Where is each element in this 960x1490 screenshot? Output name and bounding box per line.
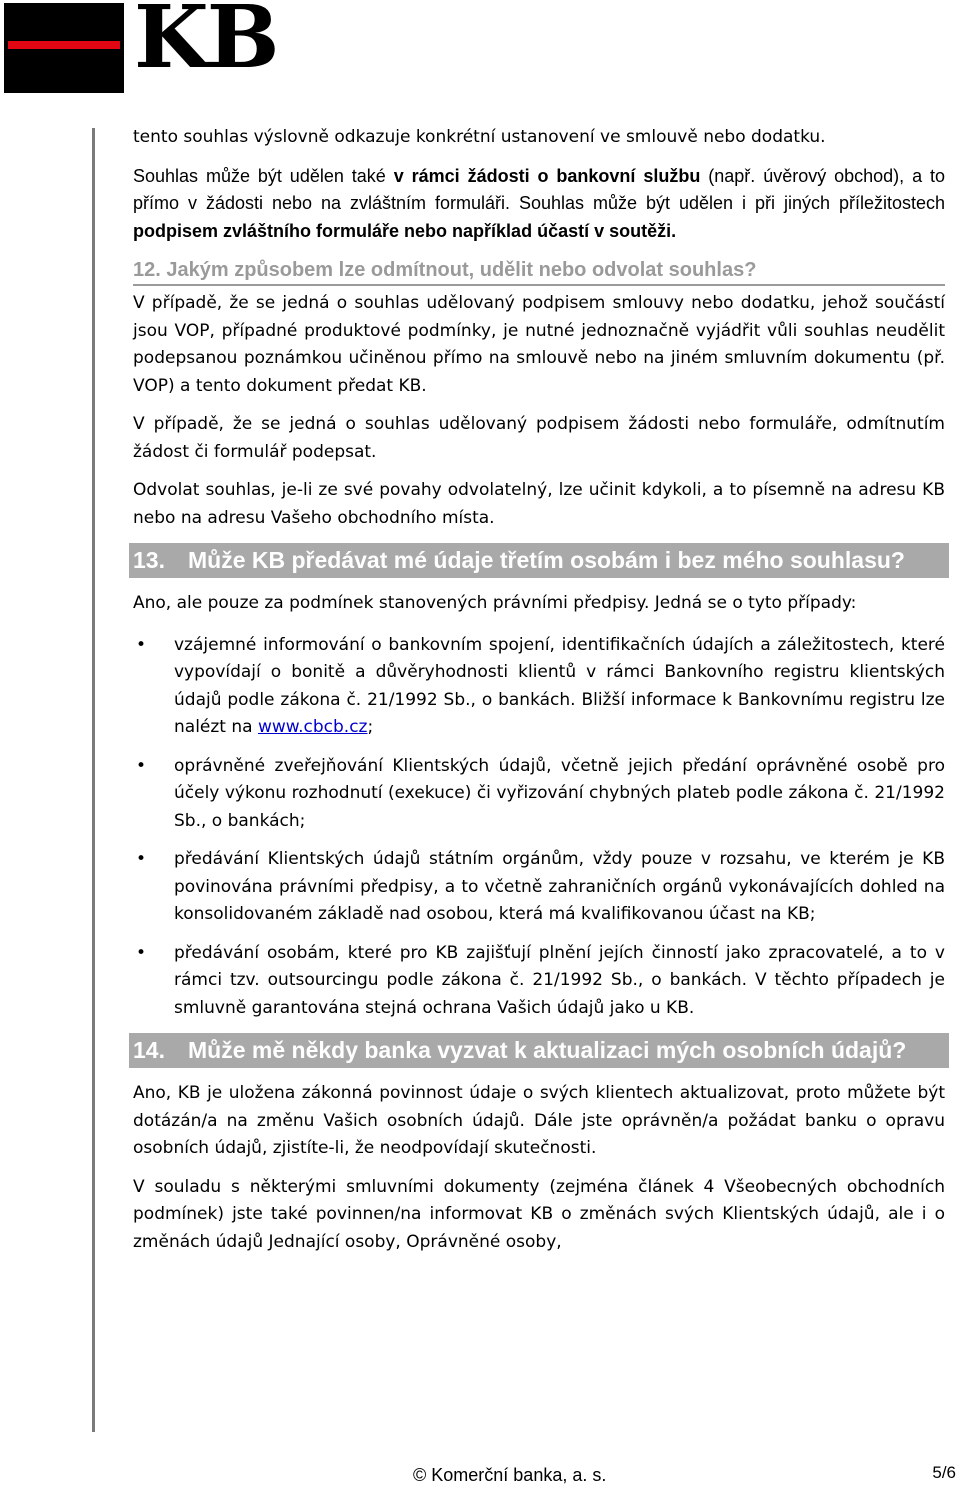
left-margin-bar (92, 128, 95, 1432)
cbcb-link[interactable]: www.cbcb.cz (257, 717, 368, 737)
footer-copyright: © Komerční banka, a. s. (413, 1465, 607, 1485)
s14-paragraph-2: V souladu s některými smluvními dokumenty (zejména článek 4 Všeobecných obchodních podmínek) jste také povinnen/na informovat KB o změnách svých Klientských údajů, ale i o změnách údajů Jednající osoby, Oprávněné osoby, (133, 1176, 945, 1252)
bullet-icon: • (136, 849, 147, 869)
consent-text-c: (např. úvěrový obchod), a to přímo v žádosti nebo na zvláštním formuláři. Souhlas může být udělen i při jiných příležitostech (133, 165, 946, 213)
kb-logo (4, 0, 278, 93)
consent-text-bold-1: v rámci žádosti o bankovní službu (393, 165, 701, 186)
page-number: 5/6 (932, 1463, 956, 1482)
list-item-text: oprávněné zveřejňování Klientských údajů, včetně jejich předání oprávněné osobě pro účely výkonu rozhodnutí (exekuce) či vyřizování chybných plateb podle zákona č. 21/1992 Sb., o bankách; (174, 755, 945, 831)
list-item-text: předávání Klientských údajů státním orgánům, vždy pouze v rozsahu, ve kterém je KB povinována právními předpisy, a to včetně zahraničních orgánů vykonávajících dohled na konsolidovaném základě nad osobou, která má kvalifikovanou účast na KB; (174, 849, 945, 924)
list-item (133, 846, 945, 929)
bullet-icon: • (136, 942, 147, 963)
consent-text-bold-2: podpisem zvláštního formuláře nebo například účastí v soutěži. (133, 220, 677, 241)
list-item-text: předávání osobám, které pro KB zajišťují plnění jejích činností jako zpracovatelé, a to v rámci tzv. outsourcingu podle zákona č. 21/1992 Sb., o bankách. V těchto případech je smluvně garantována stejná ochrana Vašich údajů jako u KB. (174, 942, 945, 1018)
section-13-number: 13. (133, 547, 165, 573)
list-item (133, 940, 945, 1023)
logo-text: KB (134, 0, 278, 88)
bullet-icon: • (136, 634, 147, 655)
s14-paragraph-1: Ano, KB je uložena zákonná povinnost údaje o svých klientech aktualizovat, proto můžete být dotázán/a na změnu Vašich osobních údajů. Dále jste oprávněn/a požádat banku o opravu osobních údajů, zjistíte-li, že neodpovídají skutečnosti. (133, 1083, 945, 1158)
section-14-title: Může mě někdy banka vyzvat k aktualizaci mých osobních údajů? (188, 1037, 907, 1063)
bullet-icon: • (136, 755, 147, 776)
section-12-heading: 12. Jakým způsobem lze odmítnout, udělit nebo odvolat souhlas? (133, 256, 945, 286)
intro-paragraph: tento souhlas výslovně odkazuje konkrétní ustanovení ve smlouvě nebo dodatku. (133, 127, 826, 147)
list-item (133, 753, 945, 836)
section-13-heading (129, 543, 949, 578)
s12-paragraph-2: V případě, že se jedná o souhlas udělovaný podpisem žádosti nebo formuláře, odmítnutím žádost či formulář podepsat. (133, 414, 945, 462)
section-13-title: Může KB předávat mé údaje třetím osobám i bez mého souhlasu? (188, 547, 905, 573)
consent-text-a: Souhlas může být udělen také (133, 165, 394, 186)
section-14-heading (129, 1033, 949, 1068)
s12-paragraph-3: Odvolat souhlas, je-li ze své povahy odvolatelný, lze učinit kdykoli, a to písemně na adresu KB nebo na adresu Vašeho obchodního místa. (133, 480, 945, 528)
logo-red-stripe (8, 41, 120, 49)
document-body (133, 124, 945, 1267)
list-item (133, 632, 945, 742)
list-item-end: ; (367, 717, 374, 737)
consent-paragraph (133, 163, 945, 246)
s13-list (133, 632, 945, 1023)
section-14-number: 14. (133, 1037, 165, 1063)
s13-intro: Ano, ale pouze za podmínek stanovených právními předpisy. Jedná se o tyto případy: (133, 593, 857, 613)
list-item-text: vzájemné informování o bankovním spojení, identifikačních údajích a záležitostech, které vypovídají o bonitě a důvěryhodnosti klientů v rámci Bankovního registru klientských údajů podle zákona č. 21/1992 Sb., o bankách. Bližší informace k Bankovnímu registru lze nalézt na (174, 634, 945, 737)
s12-paragraph-1: V případě, že se jedná o souhlas udělovaný podpisem smlouvy nebo dodatku, jehož součástí jsou VOP, případné produktové podmínky, je nutné jednoznačně vyjádřit vůli souhlas neudělit podepsanou poznámkou učiněnou přímo na smlouvě nebo na jiném smluvním dokumentu (př. VOP) a tento dokument předat KB. (133, 293, 945, 396)
